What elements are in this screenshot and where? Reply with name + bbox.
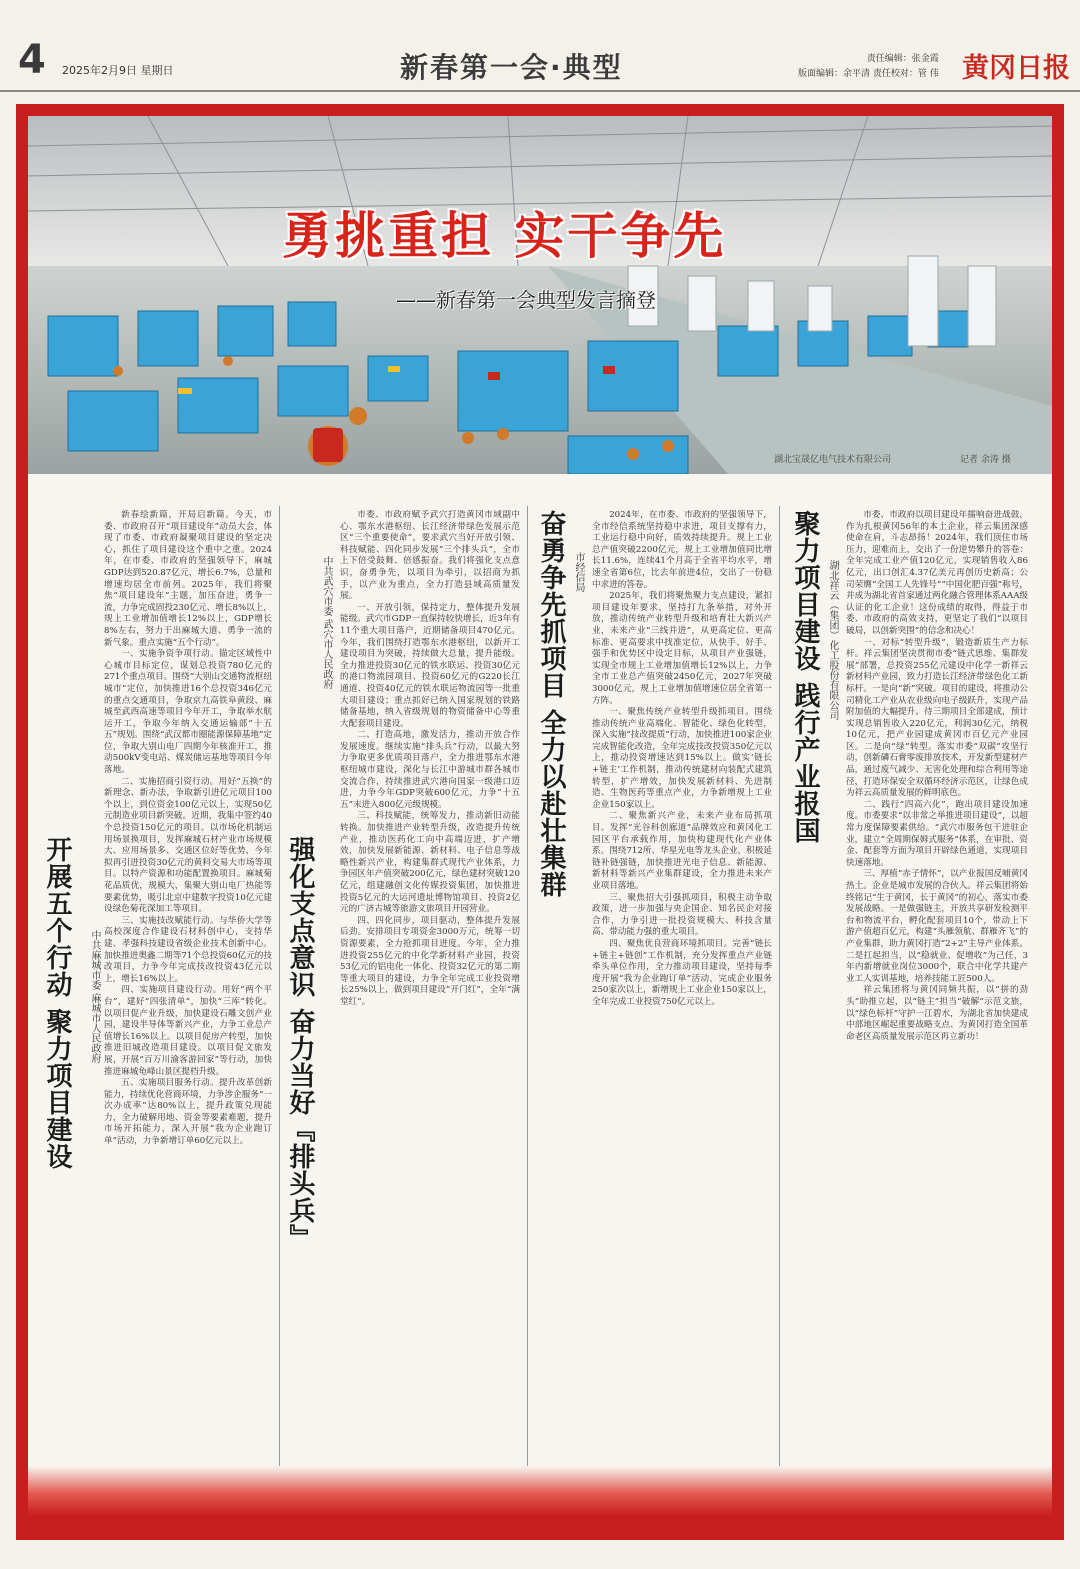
headline-subtitle: ——新春第一会典型发言摘登 [396, 288, 656, 312]
article-3-paragraph: 二、聚焦新兴产业，未来产业布局抓项目。发挥“光谷科创廊道”品牌效应和黄冈化工园区平台承载作用，加快构建现代化产业体系。围绕712所、华星光电等龙头企业，积极延链补链强链，加快推进光电子信息、新能源、新材料等新兴产业集群建设，全力推进未来产业项目落地。 [592, 811, 772, 891]
article-1-paragraph: 一、实施争资争项行动。锚定区域性中心城市目标定位，谋划总投资780亿元的271个重点项目。围绕“大别山交通物流枢纽城市”定位，加快推进16个总投资346亿元的重点交通项目，争取京九高铁阜黄段、麻城至武西高速等项目今年开工，争取举水航运开工，争取今年纳入交通运输部“十五五”规划。围绕“武汉都市圈能源保障基地”定位，争取大别山电厂四期今年核准开工，推动500kV变电站、煤炭储运基地等项目今年落地。 [104, 649, 272, 776]
editor-line-2: 版面编辑：余平清 责任校对：管 伟 [798, 69, 939, 79]
column-divider [779, 506, 780, 1466]
article-3-paragraph: 一、聚焦传统产业转型升级抓项目。围绕推动传统产业高端化、智能化、绿色化转型，深入实施“技改提质”行动，加快推进100家企业完成智能化改造，全年完成技改投资350亿元以上，推动投资增速达到15%以上。做实‘链长+链主’工作机制，推动传统建材向装配式建筑转型，扩产增效，加快发展新材料、先进制造、生物医药等重点产业，力争新增规上工业企业150家以上。 [592, 707, 772, 810]
column-divider [527, 506, 528, 1466]
article-1-paragraph: 三、实施技改赋能行动。与华侨大学等高校深度合作建设石材科创中心，支持华建、孝强科技建设省级企业技术创新中心。加快推进奥鑫二期等71个总投资60亿元的技改项目，力争今年完成技改投资43亿元以上，增长16%以上。 [104, 915, 272, 984]
article-1-paragraph: 四、实施项目建设行动。用好“两个平台”，建好“四张清单”，加快“三库”转化。以项目促产业升级，加快建设石雕文创产业园，建设半导体等新兴产业，力争工业总产值增长16%以上。以项目促房产转型，加快推进旧城改造项目建设。以项目促文旅发展，开展“百万川渝客游回家”等行动，加快推进麻城龟峰山景区提档升级。 [104, 985, 272, 1077]
column-divider [279, 506, 280, 1466]
page-header [0, 0, 1080, 92]
article-4-paragraph: 祥云集团将与黄冈同频共振，以“拼的劲头”助推立起，以“链主”担当“破解”示范文旅，以“绿色标杆”守护一江碧水，为湖北省加快建成中部地区崛起重要战略支点、为黄冈打造全国革命老区高质量发展示范区再立新功！ [846, 985, 1028, 1042]
article-1-paragraph: 新春绘新篇，开局启新篇。今天，市委、市政府召开“项目建设年”动员大会，体现了市委、市政府凝聚项目建设的坚定决心，抓住了项目建设这个重中之重。2024年，在市委、市政府的坚强领导下，麻城GDP达到520.87亿元，增长6.7%，总量和增速均居全市前列。2025年，我们将聚焦“项目建设年”主题，加压奋进，勇争一流，力争完成固投230亿元、增长8%以上，规上工业增加值增长12%以上，GDP增长8%左右，努力干出麻城大道、勇争一流的新气象。重点实施“五个行动”。 [104, 510, 272, 648]
editor-line-1: 责任编辑：张金霞 [866, 54, 939, 64]
article-2-paragraph: 一、开放引领，保持定力，整体提升发展能级。武穴市GDP一直保持较快增长，近3年有11个重大项目落户，近期储备项目470亿元。今年，我们围绕打造鄂东水港枢纽，以新开工建设项目为突破，持续做大总量，提升能级。全力推进投资30亿元的铁水联运、投资30亿元的港口物流园项目、投资60亿元的G220长江通道、投资40亿元的铁水联运物流园等一批重大项目建设；重点抓好已纳入国家规划的铁路储备基地，纳入省级规划的物资储备中心等重大配套项目建设。 [340, 602, 520, 729]
article-1-org: 中共麻城市委 麻城市人民政府 [89, 930, 100, 1064]
article-3-org: 市经信局 [573, 552, 584, 592]
article-2-paragraph: 三、科技赋能，统筹发力，推动新旧动能转换。加快推进产业转型升级，改造提升传统产业，推动医药化工向中高端迈进，扩产增效，加快发展新能源、新材料、电子信息等战略性新兴产业，构建集群式现代产业体系，力争园区年产值突破200亿元，绿色建材突破120亿元，组建融创文化传媒投资集团，加快推进投资5亿元的大运河遗址博物馆项目、投资2亿元的广济古城等旅游文旅项目开园营业。 [340, 811, 520, 915]
article-2-title: 强化支点意识 奋力当好『排头兵』 [285, 836, 315, 1252]
section-title: 新春第一会·典型 [400, 51, 623, 84]
article-4-org: 湖北祥云（集团）化工股份有限公司 [827, 560, 838, 720]
article-2-body [340, 510, 520, 1465]
article-4-title: 聚力项目建设 践行产业报国 [790, 510, 820, 845]
article-4-paragraph: 三、厚植“赤子情怀”，以产业报国反哺黄冈热土。企业是城市发展的合伙人。祥云集团将始终铭记“生于黄冈，长于黄冈”的初心，落实市委发展战略。一是做强链主，开放共享研发检测平台和物流平台，孵化配套项目10个，带动上下游产值超百亿元，构建“头雁领航、群雁齐飞”的产业集群，助力黄冈打造“2+2”主导产业体系。二是扛起担当，以“稳就业、促增收”为己任，3年内新增就业岗位3000个，联合中化学共建产业工人实训基地，培养技能工匠500人。 [846, 869, 1028, 984]
article-3-paragraph: 2025年，我们将聚焦聚力支点建设，紧扣项目建设年要求，坚持打九条举措，对外开放，推动传统产业转型升级和培育壮大新兴产业，未来产业“三线并进”，从更高定位、更高标准、更高要求中找准定位，从快手、好手、强手和优势区中设定目标，从项目产业强链，实现全市规上工业增加值增长12%以上，力争全市工业总产值突破2450亿元，2027年突破3000亿元，规上工业增加值增速位居全省第一方阵。 [592, 591, 772, 706]
photo-caption-company: 湖北宝晟亿电气技术有限公司 [774, 455, 892, 465]
editor-credits [798, 52, 939, 82]
newspaper-logo: 黄冈日报 [962, 53, 1070, 84]
photo-credit: 记者 余涛 摄 [960, 455, 1011, 465]
article-3-paragraph: 四、聚焦优良营商环境抓项目。完善“链长+链主+链创”工作机制，充分发挥重点产业链牵头单位作用，全力推动项目建设，坚持每季度开展“我为企业跑订单”活动，完成企业服务250家次以上，新增规上工业企业150家以上，全年完成工业投资750亿元以上。 [592, 938, 772, 1007]
article-2-paragraph: 二、打造高地，激发活力，推动开放合作发展速度。继续实施“排头兵”行动，以最大努力争取更多优质项目落户，全力推进鄂东水港枢纽城市建设，深化与长江中游城市群各城市交流合作，持续推进武穴港向国家一级港口迈进，力争今年GDP突破600亿元，力争“十五五”末进入800亿元级规模。 [340, 730, 520, 810]
article-2-paragraph: 四、四化同步，项目驱动，整体提升发展后劲。安排项目专项资金3000万元，统筹一切资源要素，全力抢抓项目进度。今年，全力推进投资255亿元的中化学新材料产业园，投资53亿元的铝电化一体化、投资32亿元的第二期等重大项目的建设，力争全年完成工业投资增长25%以上，做到项目建设“开门红”，全年“满堂红”。 [340, 915, 520, 1007]
issue-date: 2025年2月9日 星期日 [62, 64, 174, 77]
article-1-body [104, 510, 272, 1465]
main-headline: 勇挑重担 实干争先 [282, 207, 727, 265]
article-1-title: 开展五个行动 聚力项目建设 [42, 836, 72, 1171]
article-4-paragraph: 二、践行“四高六化”，跑出项目建设加速度。市委要求“以非常之举推进项目建设”，以超常力度保障要素供给。“武穴市服务包干进驻企业，建立“全周期保姆式服务”体系，在审批、资金、配套等方面为项目开辟绿色通道，实现项目快速落地。 [846, 799, 1028, 868]
article-4-paragraph: 一、对标“转型升级”，锻造新质生产力标杆。祥云集团坚决贯彻市委“链式思维、集群发展”部署，总投资255亿元建设中化学一新祥云新材料产业园，致力打造长江经济带绿色化工新标杆。一是向“新”突破。项目的建设，将推动公司精化工产业从农业级向电子级跃升，实现产品附加值的大幅提升。待三期项目全部建成，预计实现总销售收入220亿元，利润30亿元，纳税10亿元，把产业园建成黄冈市百亿元产业园区。二是向“绿”转型。落实市委“双碳”攻坚行动，创新磷石膏零废排放技术，开发新型建材产品，通过废气减少、无害化处理和综合利用等途径，打造环保安全双循环经济示范区，让绿色成为祥云高质量发展的鲜明底色。 [846, 637, 1028, 799]
article-3-body [592, 510, 772, 1465]
article-3-title: 奋勇争先抓项目 全力以赴壮集群 [536, 510, 566, 899]
article-1-paragraph: 五、实施项目服务行动。提升改革创新能力，持续优化营商环境，力争涉企服务“一次办成率”达80%以上，提升政策兑现能力，全力破解用地、资金等要素难题，提升市场开拓能力，深入开展“我为企业跑订单”活动，力争新增订单60亿元以上。 [104, 1078, 272, 1147]
article-2-org: 中共武穴市委 武穴市人民政府 [321, 556, 332, 690]
article-3-paragraph: 2024年，在市委、市政府的坚强领导下，全市经信系统坚持稳中求进，项目支撑有力，工业运行稳中向好，质效持续提升。规上工业总产值突破2200亿元，规上工业增加值同比增长11.6%，连续41个月高于全省平均水平，增速全省第6位，比去年前进4位，交出了一份稳中求进的答卷。 [592, 510, 772, 590]
page-number: 4 [18, 37, 46, 83]
article-3-paragraph: 三、聚焦招大引强抓项目，积极主动争取政策，进一步加强与央企国企、知名民企对接合作，力争引进一批投资规模大、科技含量高、带动能力强的重大项目。 [592, 892, 772, 938]
header-divider [0, 90, 1080, 92]
article-4-paragraph: 市委、市政府以项目建设年擂响奋进战鼓，作为扎根黄冈56年的本土企业，祥云集团深感使命在肩，斗志昂扬！2024年，我们顶住市场压力，迎难而上，交出了一份逆势攀升的答卷：全年完成工业产值120亿元，实现销售收入86亿元，出口创汇4.37亿美元再创历史新高；公司荣膺“全国工人先锋号”“中国化肥百强”称号，并成为湖北省首家通过两化融合管理体系AAA级认证的化工企业！这份成绩的取得，得益于市委、市政府的高效支持，更坚定了我们“以项目破局，以创新突围”的信念和决心！ [846, 510, 1028, 636]
bottom-red-band [28, 1466, 1052, 1516]
article-1-paragraph: 二、实施招商引资行动。用好“五换”的新理念、新办法，争取新引进亿元项目100个以上，到位资金100亿元以上，实现50亿元制造业项目新突破。近期，我集中签约40个总投资150亿元的项目。以市场化机制运用场景换项目，发挥麻城石材产业市场规模大、应用场景多、交通区位好等优势，今年拟再引进投资30亿元的黄料交易大市场等项目。以特产资源和功能配置换项目。麻城菊花品质优，规模大，集聚大别山电厂热能等要素优势，吸引北京中建数字投资10亿元建设绿色菊花深加工等项目。 [104, 776, 272, 915]
article-4-body [846, 510, 1028, 1465]
article-2-paragraph: 市委、市政府赋予武穴打造黄冈市域副中心、鄂东水港枢纽、长江经济带绿色发展示范区“三个重要使命”，要求武穴当好开放引领、科技赋能、四化同步发展“三个排头兵”，全市上下倍受鼓舞、倍感振奋。我们将强化支点意识，奋勇争先，以项目为牵引，以招商为抓手，以产业为重点，全力打造县域高质量发展。 [340, 510, 520, 602]
